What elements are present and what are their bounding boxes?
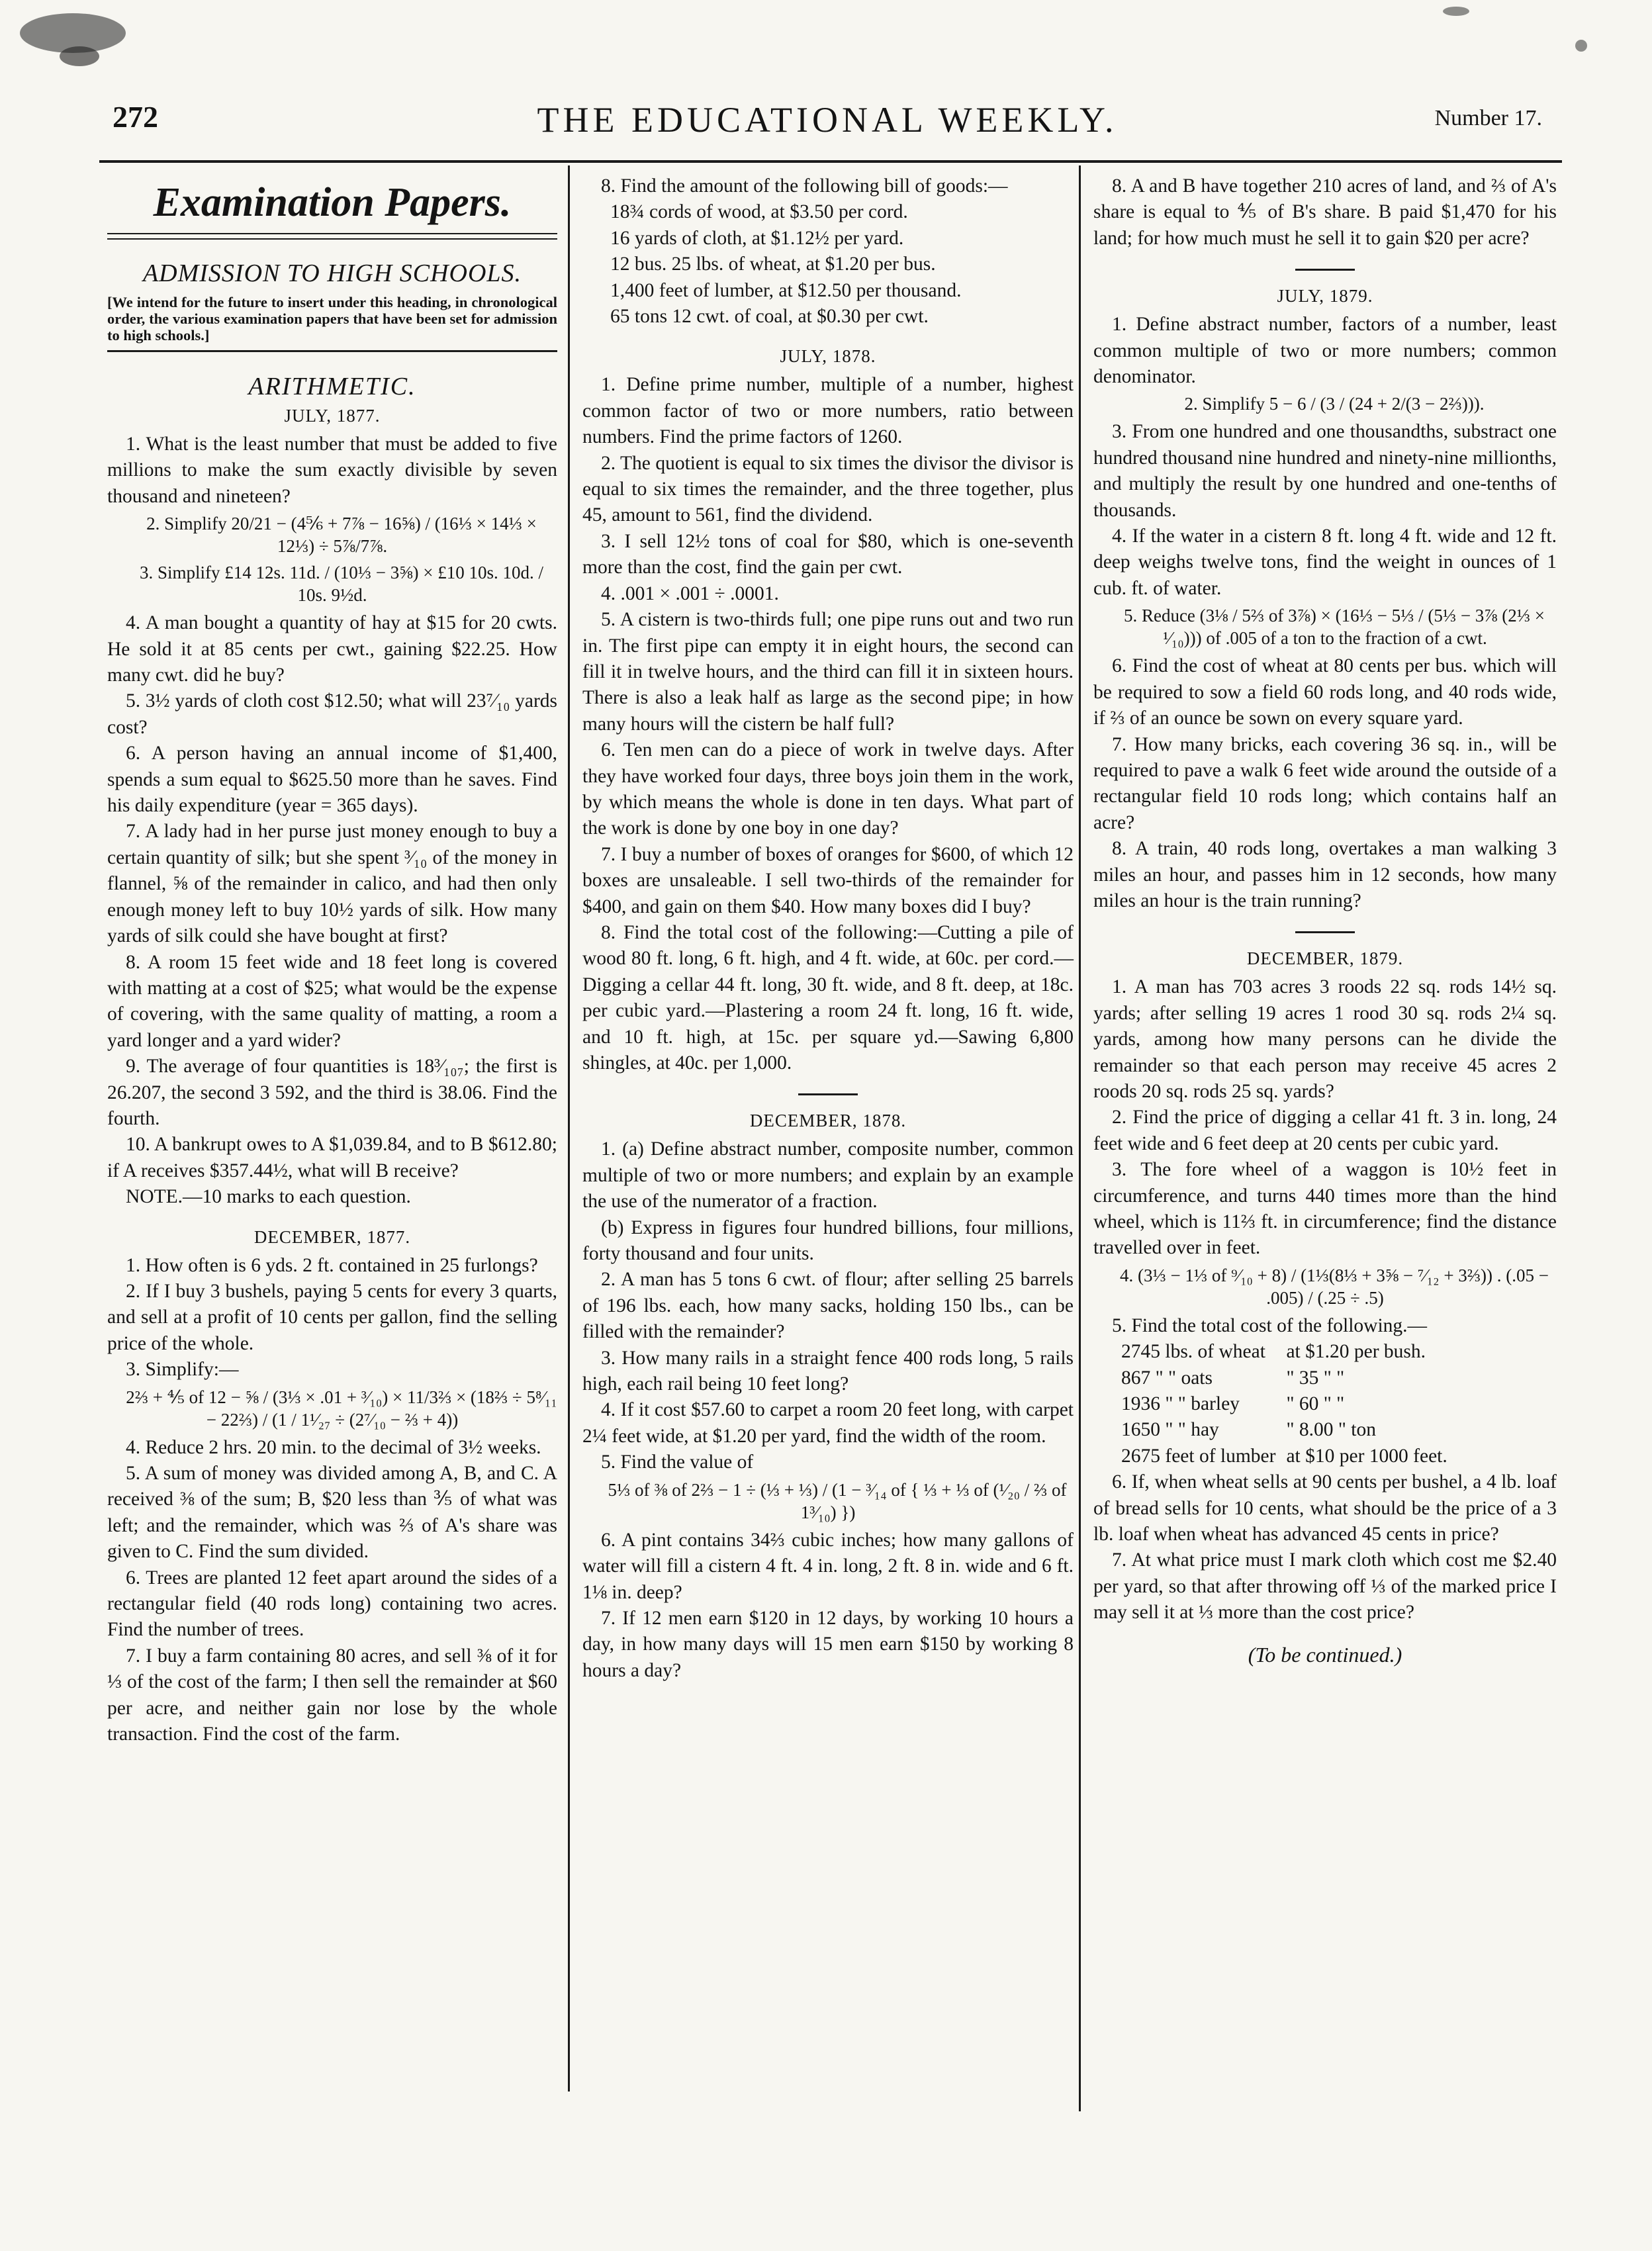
question: 5. Find the total cost of the following.— (1112, 1314, 1428, 1336)
question: 8. Find the amount of the following bill of goods:— (601, 175, 1008, 197)
table-row (1121, 1365, 1458, 1391)
ink-smudge (1575, 40, 1587, 52)
table-cell: " 8.00 " ton (1286, 1419, 1376, 1441)
question: 7. At what price must I mark cloth which cost me $2.40 per yard, so that after throwing off ⅓ of the marked price I may sell it at ⅓ more than the cost price? (1093, 1549, 1557, 1624)
table-cell: 2745 lbs. of wheat (1121, 1341, 1265, 1363)
question: 5. Find the value of (601, 1451, 754, 1473)
question: 2. The quotient is equal to six times the divisor the divisor is equal to six times the remainder, and the three together, plus 45, amount to 561, find the dividend. (582, 452, 1074, 526)
issue-number: Number 17. (1434, 106, 1542, 130)
exam-date: JULY, 1879. (1277, 286, 1373, 306)
separator-rule (798, 1093, 858, 1095)
table-cell: 2675 feet of lumber (1121, 1445, 1276, 1467)
exam-date: DECEMBER, 1878. (749, 1111, 907, 1131)
question: 7. How many bricks, each covering 36 sq. in., will be required to pave a walk 6 feet wide around the outside of a rectangular field 10 rods long; which contains half an acre? (1093, 733, 1557, 833)
question: 2. If I buy 3 bushels, paying 5 cents for every 3 quarts, and sell at a profit of 10 cents per gallon, find the selling price of the whole. (107, 1280, 557, 1354)
section-subtitle: ADMISSION TO HIGH SCHOOLS. (142, 259, 522, 287)
table-row (1121, 1339, 1458, 1365)
question: 5. A cistern is two-thirds full; one pipe runs out and two run in. The first pipe can empty it in eight hours, the second can fill it in twelve hours, and the third can fill it in sixteen hours. There is also a leak half as large as the second pipe; in how many hours will the cistern be half full? (582, 609, 1074, 735)
question: 3. How many rails in a straight fence 400 rods long, 5 rails high, each rail being 10 feet long? (582, 1347, 1074, 1395)
question: 7. If 12 men earn $120 in 12 days, by working 10 hours a day, in how many days will 15 men earn $150 by working 8 hours a day? (582, 1607, 1074, 1681)
table-cell: " 35 " " (1286, 1367, 1345, 1389)
question-equation: 2. Simplify 20/21 − (4⅚ + 7⅞ − 16⅝) / (16⅓ × 14⅓ × 12⅓) ÷ 5⅞/7⅞. (146, 514, 537, 557)
question: 4. A man bought a quantity of hay at $15 for 20 cwts. He sold it at 85 cents per cwt., gaining $22.25. How many cwt. did he buy? (107, 612, 557, 686)
question: 4. .001 × .001 ÷ .0001. (601, 582, 779, 604)
bill-of-goods (582, 199, 1074, 330)
question: 6. Find the cost of wheat at 80 cents per bus. which will be required to sow a field 60 rods long, and 40 rods wide, if ⅔ of an ounce be sown on every square yard. (1093, 655, 1557, 729)
subject-heading: ARITHMETIC. (248, 373, 416, 400)
question: 6. If, when wheat sells at 90 cents per bushel, a 4 lb. loaf of bread sells for 10 cents, what should be the price of a 3 lb. loaf when wheat has advanced 45 cents in price? (1093, 1471, 1557, 1545)
question: 6. A pint contains 34⅔ cubic inches; how many gallons of water will fill a cistern 4 ft. 4 in. long, 2 ft. 8 in. wide and 6 ft. 1⅛ in. deep? (582, 1529, 1074, 1603)
table-cell: at $10 per 1000 feet. (1286, 1445, 1447, 1467)
question: 3. From one hundred and one thousandths, substract one hundred thousand nine hundred and ninety-nine millionths, and multiply the result by one hundred and one-tenths of thousands. (1093, 421, 1557, 521)
column-3 (1093, 173, 1557, 1668)
table-row (1121, 1444, 1458, 1469)
question: 3. Simplify:— (126, 1359, 239, 1381)
masthead-row (99, 99, 1555, 152)
question: 1. What is the least number that must be added to five millions to make the sum exactly divisible by seven thousand and nineteen? (107, 434, 557, 507)
column-2 (582, 173, 1074, 1684)
question: 6. Ten men can do a piece of work in twelve days. After they have worked four days, three boys join them in the work, by which means the whole is done in ten days. What part of the work is done by one boy in one day? (582, 739, 1074, 839)
marks-note: NOTE.—10 marks to each question. (126, 1186, 411, 1208)
question: 1. How often is 6 yds. 2 ft. contained in 25 furlongs? (126, 1254, 538, 1276)
column-1 (107, 173, 557, 1747)
ink-smudge (60, 46, 99, 66)
question: 7. A lady had in her purse just money enough to buy a certain quantity of silk; but she spent ³⁄₁₀ of the money in flannel, ⅝ of the remainder in calico, and had then only enough money left to buy 10½ yards of silk. How many yards of silk could she have bought at first? (107, 821, 557, 947)
question: 10. A bankrupt owes to A $1,039.84, and to B $612.80; if A receives $357.44½, what will B receive? (107, 1134, 557, 1181)
list-item: 65 tons 12 cwt. of coal, at $0.30 per cwt. (610, 306, 929, 328)
question: 7. I buy a number of boxes of oranges for $600, of which 12 boxes are unsaleable. I sell two-thirds of the remainder for $400, and gain on them $40. How many boxes did I buy? (582, 843, 1074, 917)
exam-date: DECEMBER, 1877. (253, 1226, 411, 1247)
question: 9. The average of four quantities is 18³⁄₁₀₇; the first is 26.207, the second 3 592, and the third is 38.06. Find the fourth. (107, 1056, 557, 1129)
table-row (1121, 1417, 1458, 1443)
exam-date: JULY, 1878. (780, 346, 876, 367)
question: 8. A train, 40 rods long, overtakes a man walking 3 miles an hour, and passes him in 12 seconds, how many miles an hour is the train running? (1093, 838, 1557, 911)
question-equation: 2⅔ + ⅘ of 12 − ⅝ / (3⅓ × .01 + ³⁄₁₀) × 11/3⅔ × (18⅔ ÷ 5⁸⁄₁₁ − 22⅔) / (1 / 1¹⁄₂₇ ÷ (2⁷⁄₁₀ − ⅔ + 4)) (126, 1387, 557, 1430)
question-equation: 5. Reduce (3⅛ / 5⅔ of 3⅞) × (16⅓ − 5⅓ / (5⅓ − 3⅞ (2⅓ × ¹⁄₁₀))) of .005 of a ton to the fraction of a cwt. (1123, 606, 1545, 649)
table-cell: 1650 " " hay (1121, 1419, 1219, 1441)
editorial-note: [We intend for the future to insert under this heading, in chronological order, the various examination papers that have been set for admission to high schools.] (107, 294, 557, 352)
publication-title: THE EDUCATIONAL WEEKLY. (537, 100, 1118, 140)
question: 1. Define prime number, multiple of a number, highest common factor of two or more numbers, ratio between numbers. Find the prime factors of 1260. (582, 374, 1074, 448)
question-equation: 5⅓ of ⅜ of 2⅔ − 1 ÷ (⅓ + ⅓) / (1 − ³⁄₁₄ of { ⅓ + ⅓ of (¹⁄₂₀ / ⅔ of 1³⁄₁₀) }) (608, 1479, 1067, 1522)
question: 5. 3½ yards of cloth cost $12.50; what will 23⁷⁄₁₀ yards cost? (107, 690, 557, 738)
list-item: 18¾ cords of wood, at $3.50 per cord. (610, 201, 908, 223)
table-row (1121, 1391, 1458, 1417)
question-equation: 2. Simplify 5 − 6 / (3 / (24 + 2/(3 − 2⅔))). (1184, 394, 1485, 414)
cost-table (1121, 1339, 1458, 1469)
table-cell: 867 " " oats (1121, 1367, 1213, 1389)
column-rule (1079, 165, 1081, 2111)
question: 2. A man has 5 tons 6 cwt. of flour; after selling 25 barrels of 196 lbs. each, how many sacks, holding 150 lbs., can be filled with the remainder? (582, 1269, 1074, 1343)
page-number: 272 (113, 100, 158, 134)
question: 5. A sum of money was divided among A, B, and C. A received ⅜ of the sum; B, $20 less than ⅗ of what was left; and the remainder, which was ⅔ of A's share was given to C. Find the sum divided. (107, 1463, 557, 1563)
list-item: 16 yards of cloth, at $1.12½ per yard. (610, 227, 904, 249)
question: 1. (a) Define abstract number, composite number, common multiple of two or more numbers; and explain by an example the use of the numerator of a fraction. (582, 1138, 1074, 1213)
continued-note: (To be continued.) (1248, 1642, 1402, 1667)
question: 6. Trees are planted 12 feet apart around the sides of a rectangular field (40 rods long) containing two acres. Find the number of trees. (107, 1567, 557, 1641)
title-rule (107, 233, 557, 240)
question: 3. I sell 12½ tons of coal for $80, which is one-seventh more than the cost, find the gain per cwt. (582, 530, 1074, 578)
question: 4. If it cost $57.60 to carpet a room 20 feet long, with carpet 2¼ feet wide, at $1.20 per yard, find the width of the room. (582, 1399, 1074, 1447)
question: 1. Define abstract number, factors of a number, least common multiple of two or more numbers; common denominator. (1093, 314, 1557, 388)
question: 6. A person having an annual income of $1,400, spends a sum equal to $625.50 more than he saves. Find his daily expenditure (year = 365 days). (107, 743, 557, 817)
question: 8. A room 15 feet wide and 18 feet long is covered with matting at a cost of $25; what would be the expense of covering, with the same quality of matting, a room a yard longer and a yard wider? (107, 951, 557, 1051)
separator-rule (1295, 931, 1355, 933)
question: 4. If the water in a cistern 8 ft. long 4 ft. wide and 12 ft. deep weighs twelve tons, find the weight in ounces of 1 cub. ft. of water. (1093, 526, 1557, 599)
separator-rule (1295, 269, 1355, 271)
table-cell: 1936 " " barley (1121, 1393, 1240, 1415)
question: 1. A man has 703 acres 3 roods 22 sq. rods 14½ sq. yards; after selling 19 acres 1 rood 30 sq. rods 2¼ sq. yards, among how many persons can he divide the remainder so that each person may receive 45 acres 2 roods 20 sq. rods 25 sq. yards? (1093, 976, 1557, 1102)
question-equation: 3. Simplify £14 12s. 11d. / (10⅓ − 3⅝) × £10 10s. 10d. / 10s. 9½d. (140, 563, 543, 606)
exam-date: JULY, 1877. (284, 406, 381, 426)
column-rule (568, 165, 570, 2091)
question: (b) Express in figures four hundred billions, four millions, forty thousand and four units. (582, 1217, 1074, 1265)
exam-date: DECEMBER, 1879. (1246, 948, 1404, 969)
table-cell: " 60 " " (1286, 1393, 1345, 1415)
question: 3. The fore wheel of a waggon is 10½ feet in circumference, and turns 440 times more than the hind wheel, which is 11⅔ ft. in circumference; find the distance travelled over in feet. (1093, 1159, 1557, 1259)
header-rule (99, 160, 1562, 163)
question: 8. Find the total cost of the following:—Cutting a pile of wood 80 ft. long, 6 ft. high, and 4 ft. wide, at 60c. per cord.—Digging a cellar 44 ft. long, 30 ft. wide, and 8 ft. deep, at 18c. per cubic yard.—Plastering a room 24 ft. long, 16 ft. wide, and 10 ft. high, at 15c. per square yd.—Sawing 6,800 shingles, at 40c. per 1,000. (582, 921, 1074, 1074)
list-item: 1,400 feet of lumber, at $12.50 per thousand. (610, 279, 962, 301)
question: 8. A and B have together 210 acres of land, and ⅔ of A's share is equal to ⅘ of B's share. B paid $1,470 for his land; for how much must he sell it to gain $20 per acre? (1093, 175, 1557, 249)
question-equation: 4. (3⅓ − 1⅓ of ⁹⁄₁₀ + 8) / (1⅓(8⅓ + 3⅝ − ⁷⁄₁₂ + 3⅔)) . (.05 − .005) / (.25 ÷ .5) (1119, 1265, 1549, 1308)
question: 4. Reduce 2 hrs. 20 min. to the decimal of 3½ weeks. (126, 1436, 541, 1458)
ink-smudge (1443, 7, 1469, 16)
question: 7. I buy a farm containing 80 acres, and sell ⅜ of it for ⅓ of the cost of the farm; I then sell the remainder at $60 per acre, and neither gain nor lose by the whole transaction. Find the cost of the farm. (107, 1645, 557, 1745)
table-cell: at $1.20 per bush. (1286, 1341, 1426, 1363)
question: 2. Find the price of digging a cellar 41 ft. 3 in. long, 24 feet wide and 6 feet deep at 20 cents per cubic yard. (1093, 1107, 1557, 1154)
list-item: 12 bus. 25 lbs. of wheat, at $1.20 per bus. (610, 253, 936, 275)
section-title: Examination Papers. (153, 180, 512, 225)
